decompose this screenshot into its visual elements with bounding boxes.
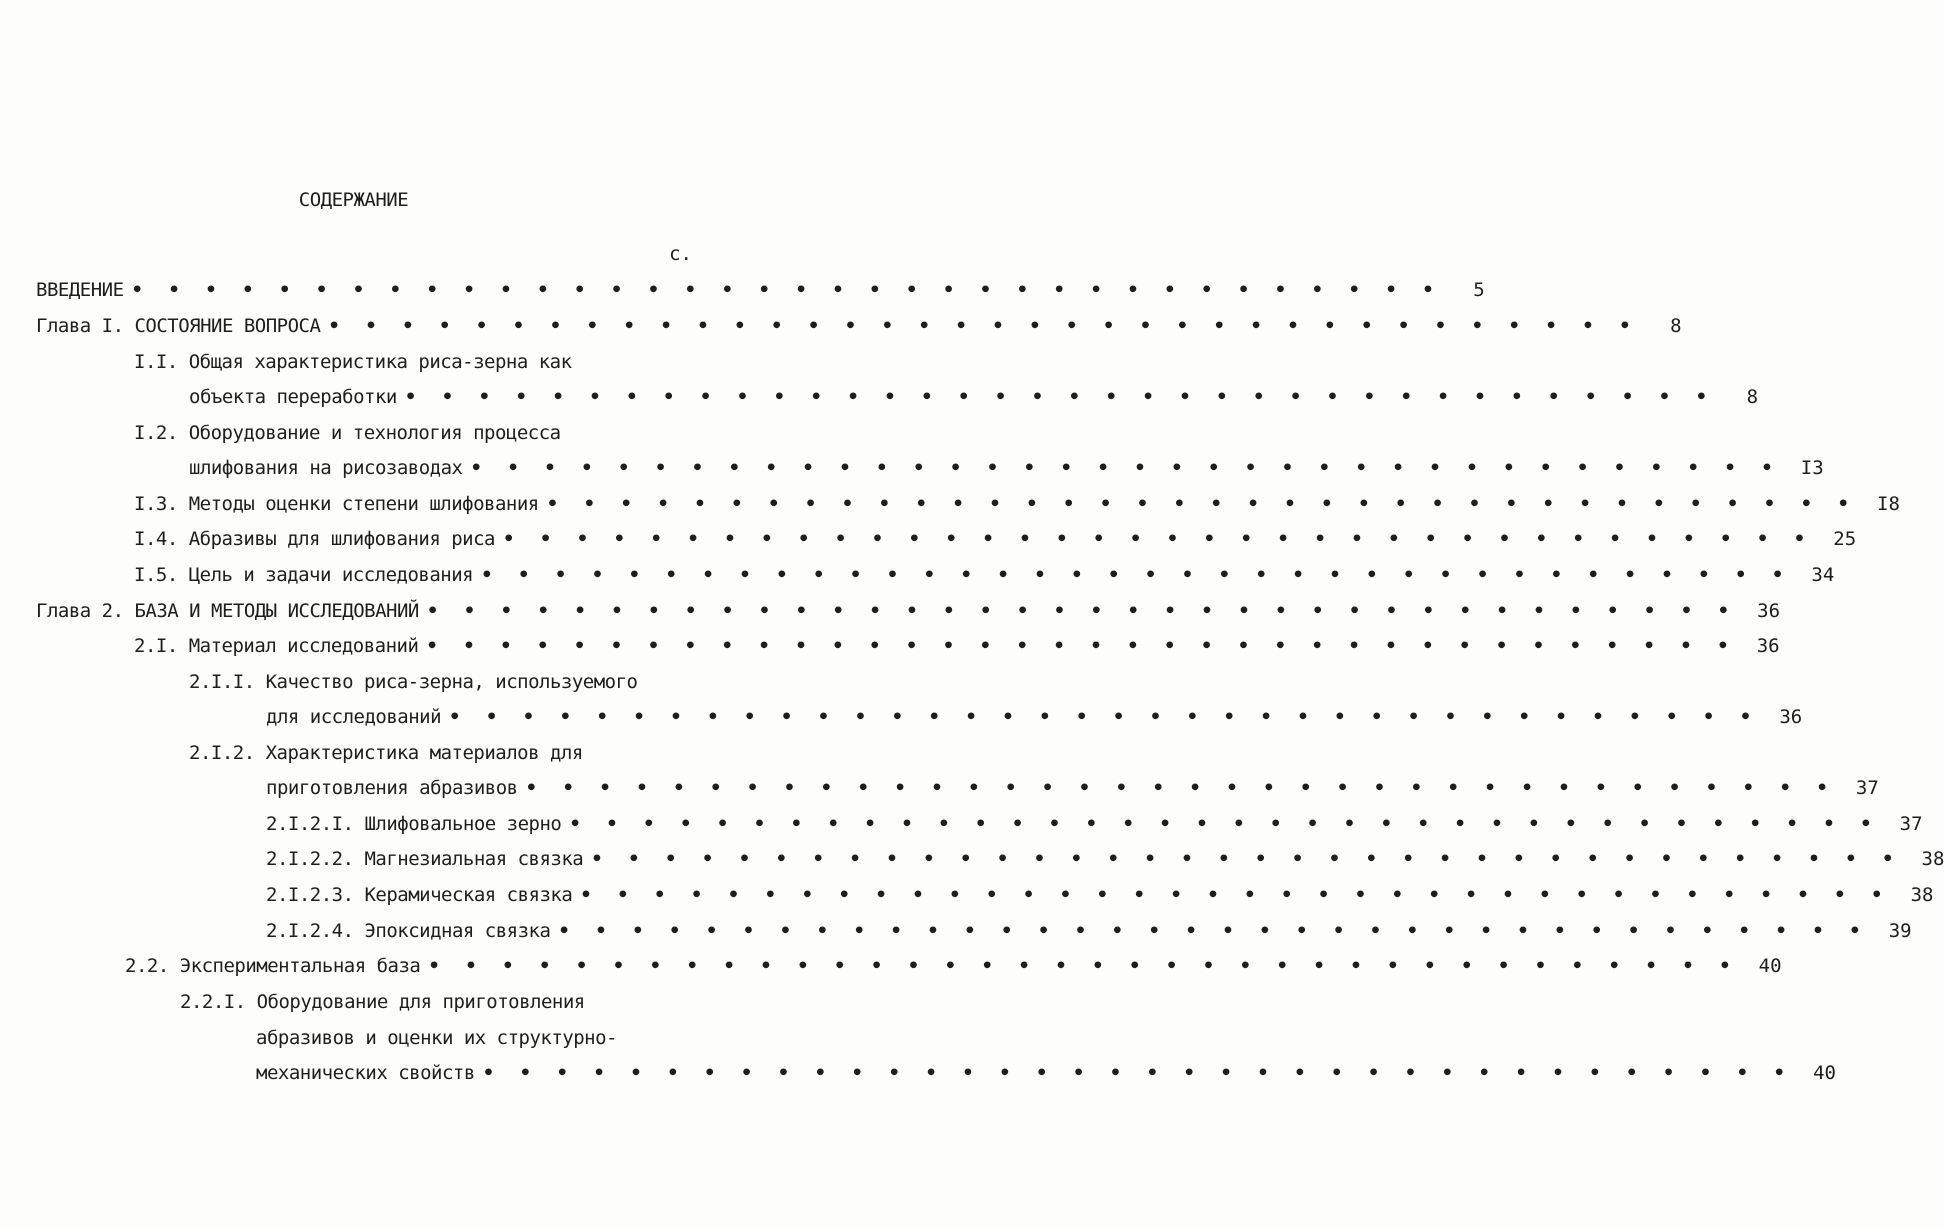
toc-page-number: 38 — [1921, 848, 1944, 870]
toc-entry — [36, 315, 1682, 343]
toc-entry-continuation: шлифования на рисозаводах — [189, 457, 463, 479]
toc-entry-label: Глава I. СОСТОЯНИЕ ВОПРОСА — [36, 315, 321, 337]
dot-leader: • • • • • • • • • • • • • • • • • • • • • • • • • • • • • • • • • • • • — [525, 777, 1835, 799]
toc-page-number: 36 — [1756, 635, 1780, 657]
toc-page-number: 36 — [1779, 706, 1803, 728]
toc-entry — [266, 706, 1803, 734]
toc-entry-label: 2.I.2.2. Магнезиальная связка — [266, 848, 584, 870]
page-column-label: с. — [669, 243, 692, 265]
dot-leader: • • • • • • • • • • • • • • • • • • • • • • • • • • • • • • • • • • • • — [481, 564, 1791, 586]
toc-entry — [36, 279, 1485, 307]
toc-page-number: 40 — [1813, 1062, 1836, 1084]
toc-page-number: 34 — [1811, 564, 1835, 586]
dot-leader: • • • • • • • • • • • • • • • • • • • • • • • • • • • • • • • • • • • • — [449, 706, 1759, 728]
dot-leader: • • • • • • • • • • • • • • • • • • • • • • • • • • • • • • • • • • • • — [470, 457, 1780, 479]
toc-entry — [125, 955, 1782, 983]
toc-entry — [266, 777, 1879, 805]
dot-leader: • • • • • • • • • • • • • • • • • • • • • • • • • • • • • • • • • • • • — [328, 315, 1638, 337]
toc-page-number: 38 — [1910, 884, 1934, 906]
toc-page-number: 8 — [1746, 386, 1759, 408]
toc-entry-label: I.5. Цель и задачи исследования — [134, 564, 474, 586]
toc-page-number: I8 — [1877, 493, 1900, 515]
toc-entry — [266, 920, 1912, 948]
toc-page-number: I3 — [1800, 457, 1824, 479]
toc-page-number: 8 — [1670, 315, 1682, 337]
toc-entry — [134, 493, 1900, 521]
toc-entry-label: 2.I.2.3. Керамическая связка — [266, 884, 573, 906]
toc-entry — [189, 386, 1759, 414]
toc-entry — [266, 848, 1944, 876]
toc-entry-label: 2.I.2. Характеристика материалов для — [189, 742, 583, 764]
toc-entry-label: 2.I. Материал исследований — [134, 635, 419, 657]
toc-page-number: 37 — [1899, 813, 1923, 835]
toc-entry — [134, 635, 1780, 663]
dot-leader: • • • • • • • • • • • • • • • • • • • • • • • • • • • • • • • • • • • • — [131, 279, 1441, 301]
toc-page-number: 40 — [1758, 955, 1782, 977]
toc-entry — [266, 884, 1934, 912]
dot-leader: • • • • • • • • • • • • • • • • • • • • • • • • • • • • • • • • • • • • — [482, 1062, 1792, 1084]
toc-page-number: 5 — [1473, 279, 1485, 301]
toc-entry-label: ВВЕДЕНИЕ — [36, 279, 124, 301]
toc-entry-label: I.4. Абразивы для шлифования риса — [134, 528, 495, 550]
toc-entry-continuation: объекта переработки — [189, 386, 397, 408]
dot-leader: • • • • • • • • • • • • • • • • • • • • • • • • • • • • • • • • • • • • — [591, 848, 1901, 870]
dot-leader: • • • • • • • • • • • • • • • • • • • • • • • • • • • • • • • • • • • • — [503, 528, 1813, 550]
dot-leader: • • • • • • • • • • • • • • • • • • • • • • • • • • • • • • • • • • • • — [558, 920, 1868, 942]
toc-entry-continuation: абразивов и оценки их структурно- — [256, 1027, 617, 1049]
dot-leader: • • • • • • • • • • • • • • • • • • • • • • • • • • • • • • • • • • • • — [580, 884, 1890, 906]
dot-leader: • • • • • • • • • • • • • • • • • • • • • • • • • • • • • • • • • • • • — [426, 635, 1736, 657]
toc-entry-label: I.2. Оборудование и технология процесса — [134, 422, 561, 444]
dot-leader: • • • • • • • • • • • • • • • • • • • • • • • • • • • • • • • • • • • • — [546, 493, 1856, 515]
toc-entry-label: I.I. Общая характеристика риса-зерна как — [134, 351, 572, 373]
toc-page-number: 37 — [1855, 777, 1879, 799]
toc-entry-continuation: для исследований — [266, 706, 442, 728]
page-title: СОДЕРЖАНИЕ — [298, 189, 409, 211]
toc-entry — [36, 600, 1781, 628]
toc-page-number: 39 — [1888, 920, 1912, 942]
toc-entry-label: I.3. Методы оценки степени шлифования — [134, 493, 539, 515]
toc-entry-label: 2.I.2.4. Эпоксидная связка — [266, 920, 551, 942]
dot-leader: • • • • • • • • • • • • • • • • • • • • • • • • • • • • • • • • • • • • — [428, 955, 1738, 977]
toc-entry-label: 2.2.I. Оборудование для приготовления — [180, 991, 585, 1013]
dot-leader: • • • • • • • • • • • • • • • • • • • • • • • • • • • • • • • • • • • • — [426, 600, 1737, 622]
toc-entry — [266, 813, 1923, 841]
toc-entry-continuation: механических свойств — [256, 1062, 475, 1084]
toc-entry-label: 2.I.I. Качество риса-зерна, используемого — [189, 671, 638, 693]
toc-entry-label: 2.2. Экспериментальная база — [125, 955, 421, 977]
toc-entry — [134, 564, 1835, 592]
toc-entry — [134, 528, 1857, 556]
toc-page-number: 36 — [1757, 600, 1781, 622]
dot-leader: • • • • • • • • • • • • • • • • • • • • • • • • • • • • • • • • • • • • — [569, 813, 1879, 835]
toc-entry — [189, 457, 1824, 485]
toc-entry-continuation: приготовления абразивов — [266, 777, 518, 799]
dot-leader: • • • • • • • • • • • • • • • • • • • • • • • • • • • • • • • • • • • • — [404, 386, 1715, 408]
toc-page-number: 25 — [1833, 528, 1857, 550]
toc-entry — [256, 1062, 1836, 1090]
toc-entry-label: Глава 2. БАЗА И МЕТОДЫ ИССЛЕДОВАНИЙ — [36, 600, 419, 622]
toc-entry-label: 2.I.2.I. Шлифовальное зерно — [266, 813, 562, 835]
